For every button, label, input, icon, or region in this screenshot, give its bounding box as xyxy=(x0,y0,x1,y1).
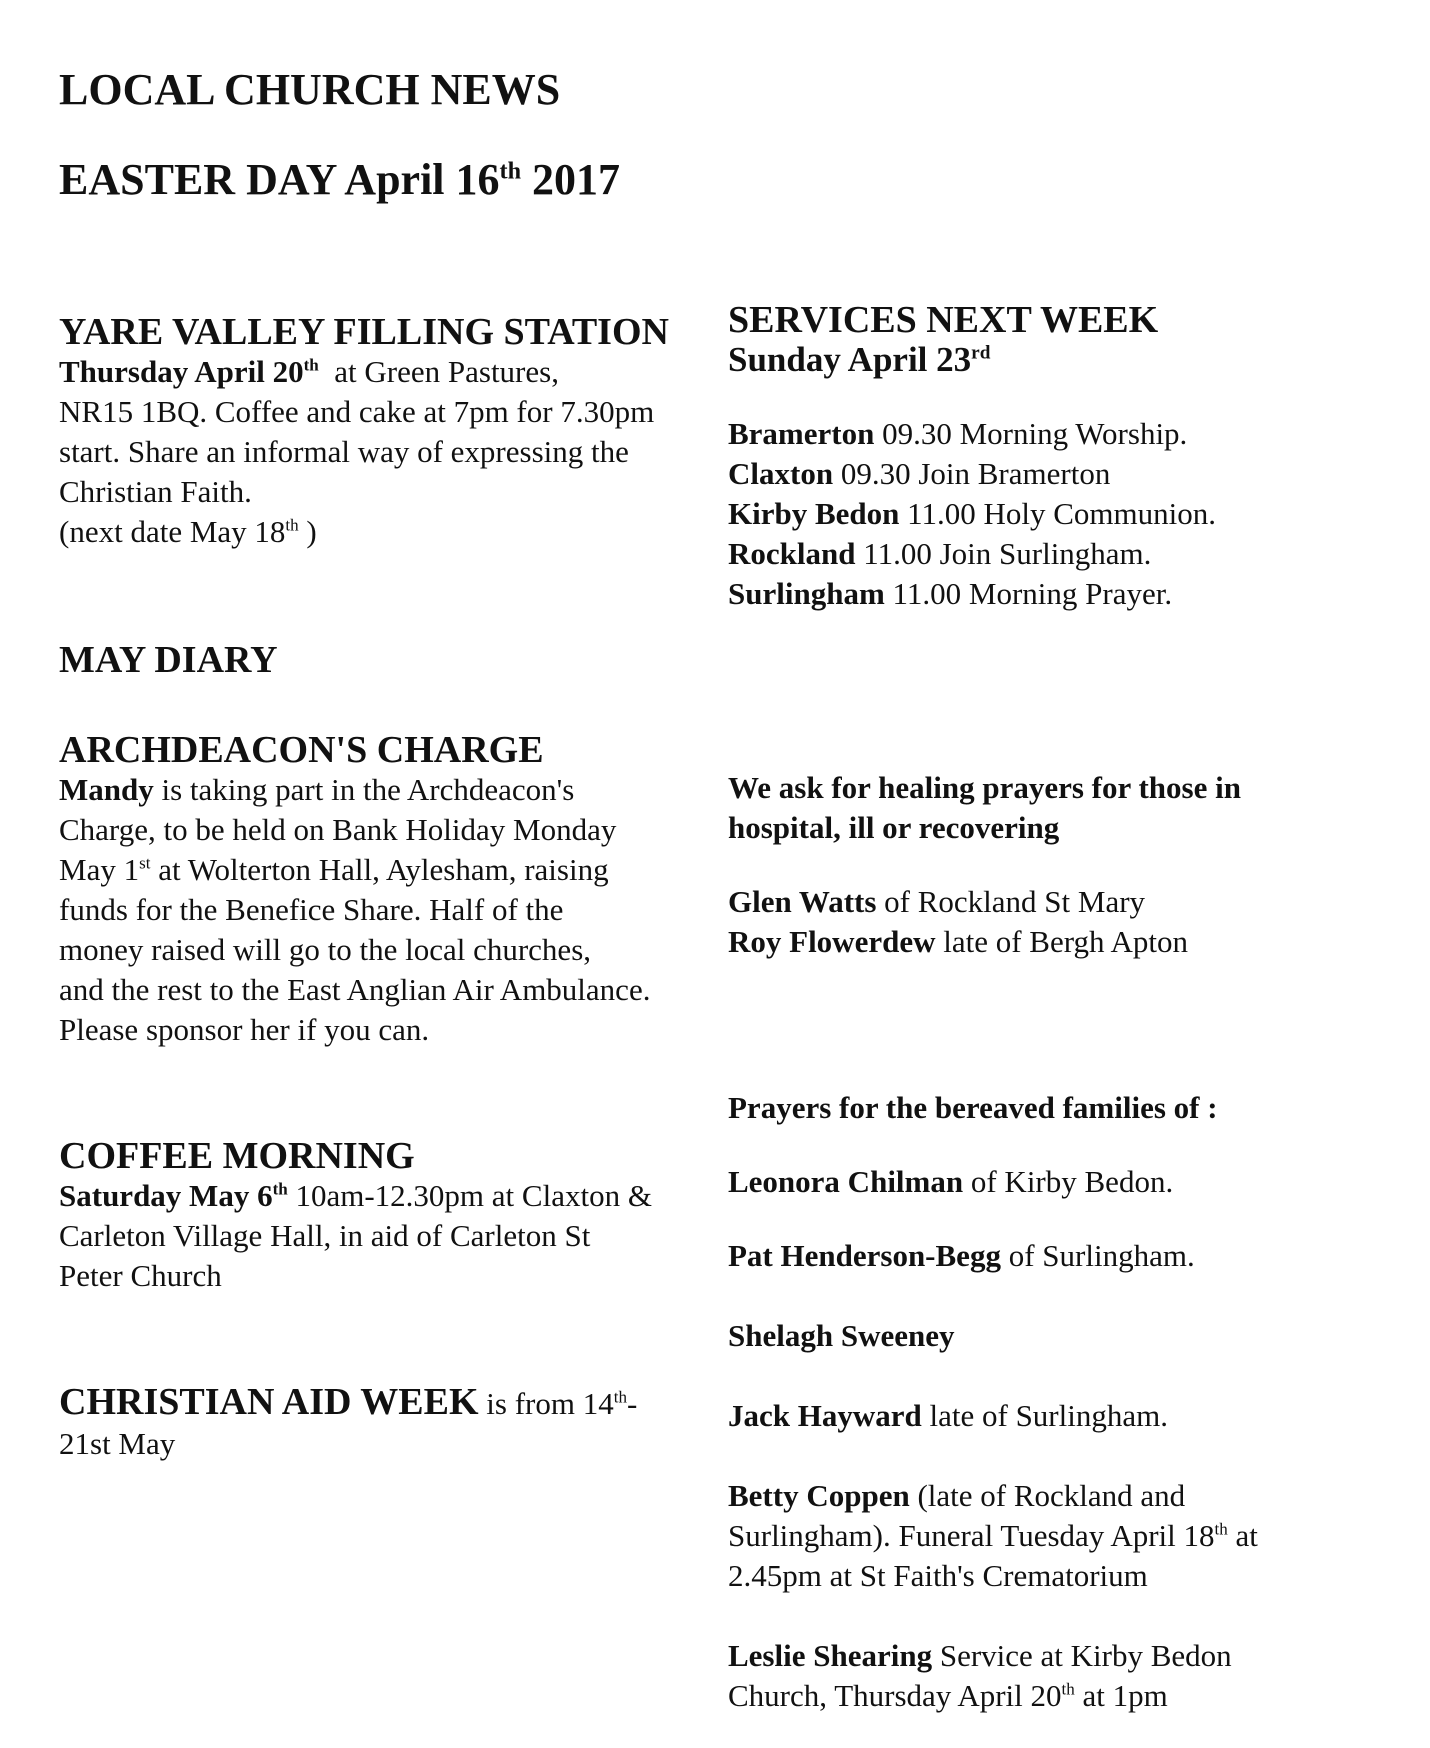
filling-station-next-date: (next date May 18th ) xyxy=(59,514,317,549)
bereaved-person-hayward: Jack Hayward late of Surlingham. xyxy=(728,1398,1168,1433)
healing-person: Roy Flowerdew late of Bergh Apton xyxy=(728,924,1189,959)
page-subtitle: EASTER DAY April 16th 2017 xyxy=(59,155,621,204)
archdeacon-line6: and the rest to the East Anglian Air Ambulance. xyxy=(59,972,651,1007)
bereaved-coppen-line2: Surlingham). Funeral Tuesday April 18th at xyxy=(728,1518,1258,1553)
christian-aid-line1: CHRISTIAN AID WEEK is from 14th- xyxy=(59,1381,638,1423)
filling-station-line3: start. Share an informal way of expressing the xyxy=(59,434,629,469)
filling-station-section xyxy=(59,312,669,552)
service-item: Kirby Bedon 11.00 Holy Communion. xyxy=(728,496,1217,531)
coffee-morning-line2: Carleton Village Hall, in aid of Carleton St xyxy=(59,1218,591,1253)
coffee-morning-heading: COFFEE MORNING xyxy=(59,1135,415,1177)
bereaved-person-shearing: Leslie Shearing Service at Kirby Bedon xyxy=(728,1638,1232,1673)
service-item: Bramerton 09.30 Morning Worship. xyxy=(728,416,1188,451)
bereaved-shearing-line2: Church, Thursday April 20th at 1pm xyxy=(728,1678,1168,1713)
services-section xyxy=(728,300,1216,614)
bereaved-coppen-line3: 2.45pm at St Faith's Crematorium xyxy=(728,1558,1148,1593)
page-title: LOCAL CHURCH NEWS xyxy=(59,65,561,114)
may-diary-heading: MAY DIARY xyxy=(59,639,278,681)
service-item: Rockland 11.00 Join Surlingham. xyxy=(728,536,1152,571)
archdeacon-heading: ARCHDEACON'S CHARGE xyxy=(59,729,544,771)
christian-aid-line2: 21st May xyxy=(59,1426,176,1461)
archdeacon-section xyxy=(59,730,650,1050)
bereaved-heading: Prayers for the bereaved families of : xyxy=(728,1090,1218,1125)
christian-aid-section xyxy=(59,1382,637,1464)
filling-station-line1: Thursday April 20th at Green Pastures, xyxy=(59,354,559,389)
healing-person: Glen Watts of Rockland St Mary xyxy=(728,884,1146,919)
service-item: Surlingham 11.00 Morning Prayer. xyxy=(728,576,1173,611)
bereaved-person-sweeney: Shelagh Sweeney xyxy=(728,1318,955,1353)
archdeacon-line4: funds for the Benefice Share. Half of the xyxy=(59,892,564,927)
filling-station-line4: Christian Faith. xyxy=(59,474,252,509)
filling-station-line2: NR15 1BQ. Coffee and cake at 7pm for 7.30pm xyxy=(59,394,655,429)
bereaved-person-henderson-begg: Pat Henderson-Begg of Surlingham. xyxy=(728,1238,1195,1273)
archdeacon-line1: Mandy is taking part in the Archdeacon's xyxy=(59,772,575,807)
archdeacon-line7: Please sponsor her if you can. xyxy=(59,1012,430,1047)
filling-station-heading: YARE VALLEY FILLING STATION xyxy=(59,311,669,353)
healing-heading-line1: We ask for healing prayers for those in xyxy=(728,770,1241,805)
coffee-morning-line3: Peter Church xyxy=(59,1258,222,1293)
services-heading: SERVICES NEXT WEEK xyxy=(728,299,1159,341)
healing-section xyxy=(728,768,1241,962)
archdeacon-line5: money raised will go to the local churches, xyxy=(59,932,592,967)
service-item: Claxton 09.30 Join Bramerton xyxy=(728,456,1111,491)
archdeacon-line3: May 1st at Wolterton Hall, Aylesham, raising xyxy=(59,852,609,887)
coffee-morning-section xyxy=(59,1136,652,1296)
bereaved-person-coppen: Betty Coppen (late of Rockland and xyxy=(728,1478,1186,1513)
archdeacon-line2: Charge, to be held on Bank Holiday Monday xyxy=(59,812,617,847)
bereaved-section xyxy=(728,1088,1258,1716)
healing-heading-line2: hospital, ill or recovering xyxy=(728,810,1060,845)
coffee-morning-line1: Saturday May 6th 10am-12.30pm at Claxton & xyxy=(59,1178,652,1213)
services-date: Sunday April 23rd xyxy=(728,340,991,379)
bereaved-person-chilman: Leonora Chilman of Kirby Bedon. xyxy=(728,1164,1174,1199)
